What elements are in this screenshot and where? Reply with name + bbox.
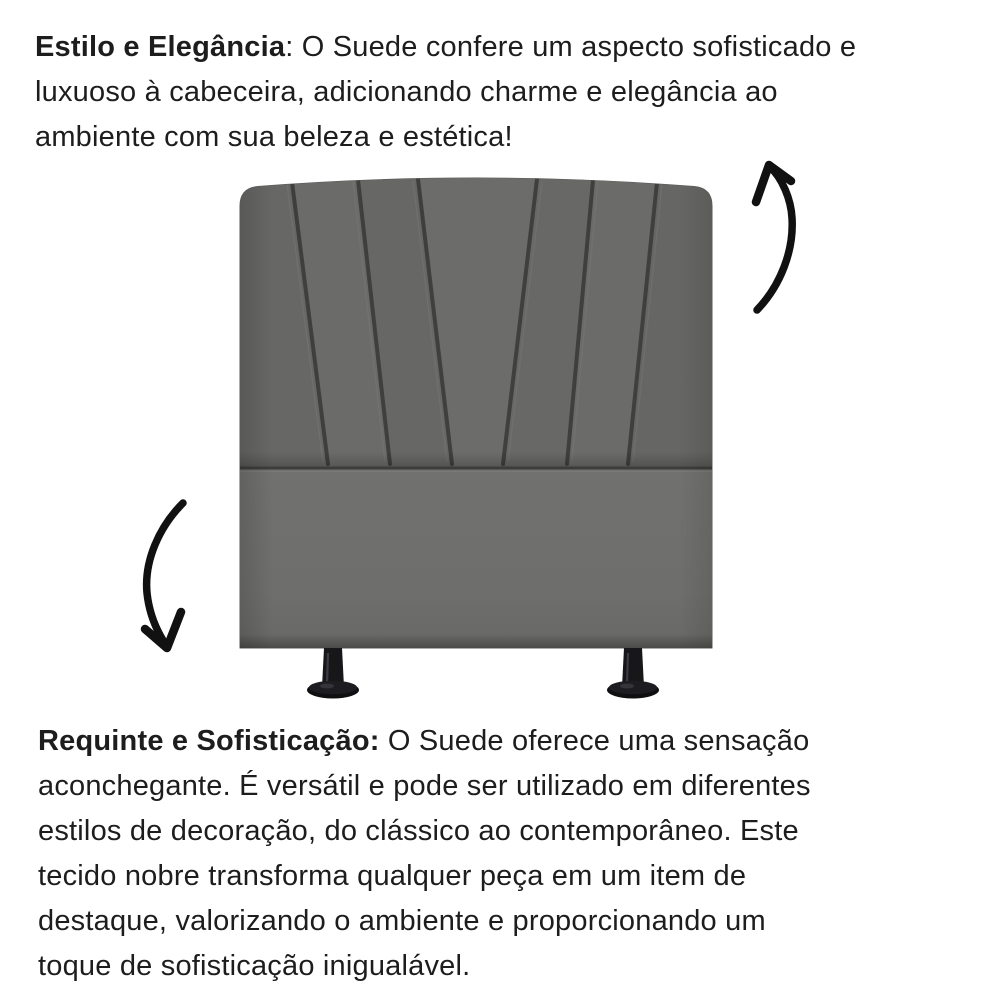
bottom-description-line: Requinte e Sofisticação: O Suede oferece uma sensação — [38, 725, 810, 757]
bottom-description-line: toque de sofisticação inigualável. — [38, 950, 471, 982]
headboard-leg-right — [607, 648, 659, 699]
top-description-line: ambiente com sua beleza e estética! — [35, 121, 513, 153]
bottom-description-line: aconchegante. É versátil e pode ser utilizado em diferentes — [38, 770, 811, 802]
top-description-line: luxuoso à cabeceira, adicionando charme e elegância ao — [35, 76, 778, 108]
bottom-description-heading: Requinte e Sofisticação: — [38, 725, 380, 757]
top-description-heading: Estilo e Elegância — [35, 31, 286, 63]
headboard-body — [240, 170, 712, 648]
curved-arrow-up-icon — [756, 165, 792, 310]
top-description-line: Estilo e Elegância: O Suede confere um aspecto sofisticado e — [35, 31, 857, 63]
headboard-leg-left — [307, 648, 359, 699]
bottom-description-line: destaque, valorizando o ambiente e proporcionando um — [38, 905, 766, 937]
curved-arrow-down-icon — [145, 503, 183, 648]
headboard-vignette — [240, 170, 712, 648]
bottom-description — [38, 719, 811, 989]
bottom-description-line: tecido nobre transforma qualquer peça em um item de — [38, 860, 747, 892]
bottom-description-line: estilos de decoração, do clássico ao contemporâneo. Este — [38, 815, 799, 847]
